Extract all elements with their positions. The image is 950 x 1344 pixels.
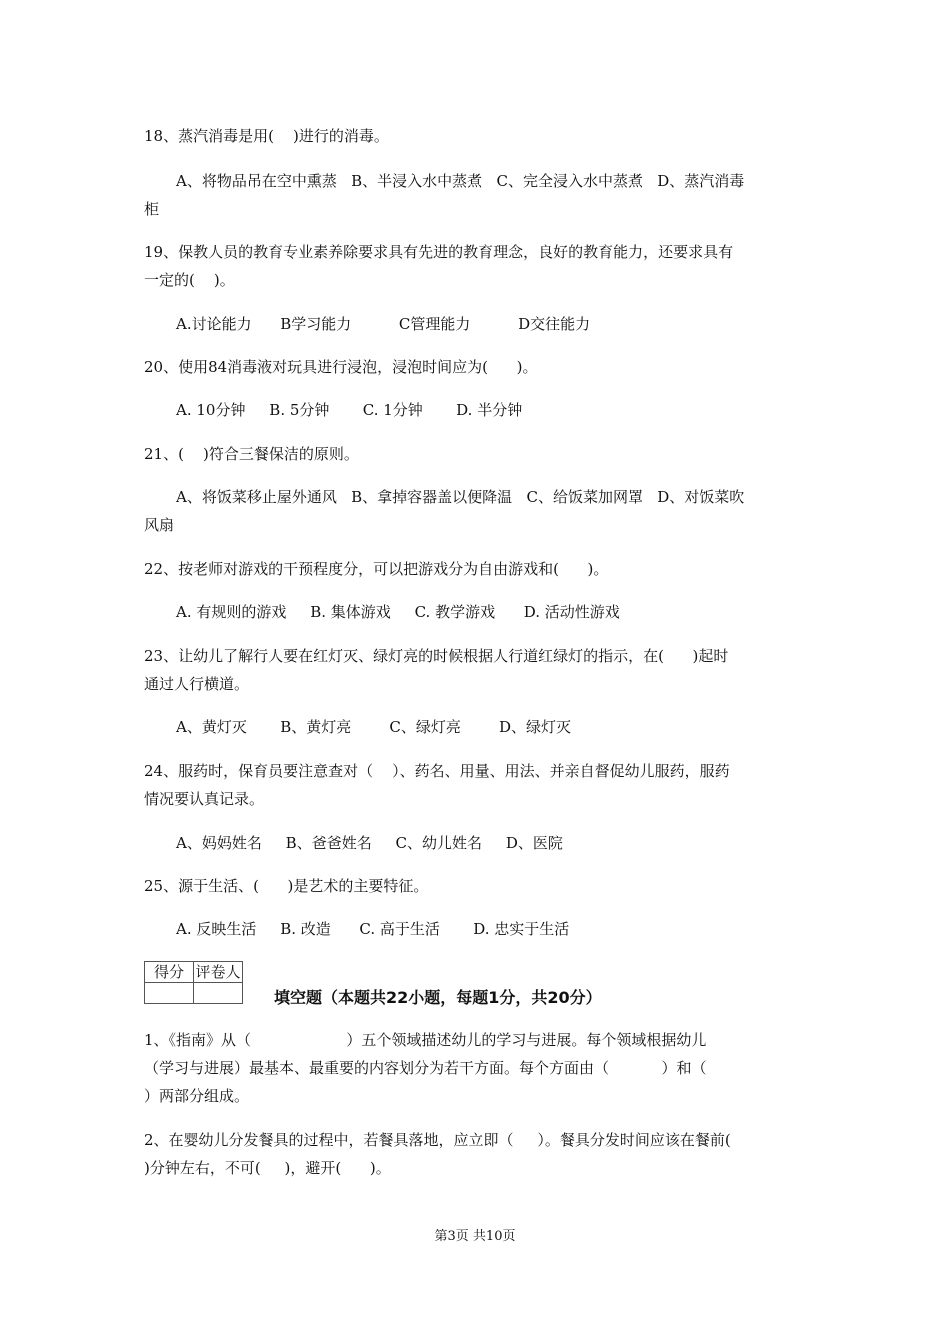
fill-question-2-line-1: 2、在婴幼儿分发餐具的过程中，若餐具落地，应立即（ ）。餐具分发时间应该在餐前( [144, 1131, 731, 1149]
question-21-options-cont: 风扇 [144, 516, 175, 534]
question-23-stem-line-2: 通过人行横道。 [144, 675, 250, 693]
grader-header: 评卷人 [195, 963, 241, 981]
question-25-options: A. 反映生活 B. 改造 C. 高于生活 D. 忠实于生活 [176, 920, 570, 938]
question-21-options: A、将饭菜移止屋外通风 B、拿掉容器盖以便降温 C、给饭菜加网罩 D、对饭菜吹 [176, 488, 745, 506]
question-25-stem-line-1: 25、源于生活、( )是艺术的主要特征。 [144, 877, 429, 895]
question-23-stem-line-1: 23、让幼儿了解行人要在红灯灭、绿灯亮的时候根据人行道红绿灯的指示，在( )起时 [144, 647, 729, 665]
question-24-stem-line-1: 24、服药时，保育员要注意查对（ ）、药名、用量、用法、并亲自督促幼儿服药，服药 [144, 762, 730, 780]
question-22-stem-line-1: 22、按老师对游戏的干预程度分，可以把游戏分为自由游戏和( )。 [144, 560, 609, 578]
fill-question-2-line-2: )分钟左右，不可( )，避开( )。 [144, 1159, 391, 1177]
question-19-stem-line-2: 一定的( )。 [144, 271, 235, 289]
question-22-options: A. 有规则的游戏 B. 集体游戏 C. 教学游戏 D. 活动性游戏 [176, 603, 620, 621]
question-24-options: A、妈妈姓名 B、爸爸姓名 C、幼儿姓名 D、医院 [176, 834, 563, 852]
question-19-stem-line-1: 19、保教人员的教育专业素养除要求具有先进的教育理念，良好的教育能力，还要求具有 [144, 243, 734, 261]
section-title: 填空题（本题共22小题，每题1分，共20分） [274, 988, 602, 1007]
question-18-options: A、将物品吊在空中熏蒸 B、半浸入水中蒸煮 C、完全浸入水中蒸煮 D、蒸汽消毒 [176, 172, 745, 190]
page-footer: 第3页 共10页 [434, 1229, 516, 1244]
score-header: 得分 [145, 962, 194, 983]
question-20-options: A. 10分钟 B. 5分钟 C. 1分钟 D. 半分钟 [176, 401, 523, 419]
question-21-stem-line-1: 21、( )符合三餐保洁的原则。 [144, 445, 359, 463]
score-table [144, 961, 243, 1004]
question-24-stem-line-2: 情况要认真记录。 [144, 790, 265, 808]
question-20-stem-line-1: 20、使用84消毒液对玩具进行浸泡，浸泡时间应为( )。 [144, 358, 538, 376]
question-18-stem-line-1: 18、蒸汽消毒是用( )进行的消毒。 [144, 127, 389, 145]
fill-question-1-line-1: 1、《指南》从（ ）五个领域描述幼儿的学习与进展。每个领域根据幼儿 [144, 1031, 707, 1049]
question-23-options: A、黄灯灭 B、黄灯亮 C、绿灯亮 D、绿灯灭 [176, 718, 572, 736]
fill-question-1-line-2: （学习与进展）最基本、最重要的内容划分为若干方面。每个方面由（ ）和（ [144, 1059, 707, 1077]
question-19-options: A.讨论能力 B学习能力 C管理能力 D交往能力 [176, 315, 591, 333]
grader-cell [194, 983, 243, 1004]
fill-question-1-line-3: ）两部分组成。 [144, 1087, 250, 1105]
question-18-options-cont: 柜 [144, 200, 160, 218]
score-cell [145, 983, 194, 1004]
